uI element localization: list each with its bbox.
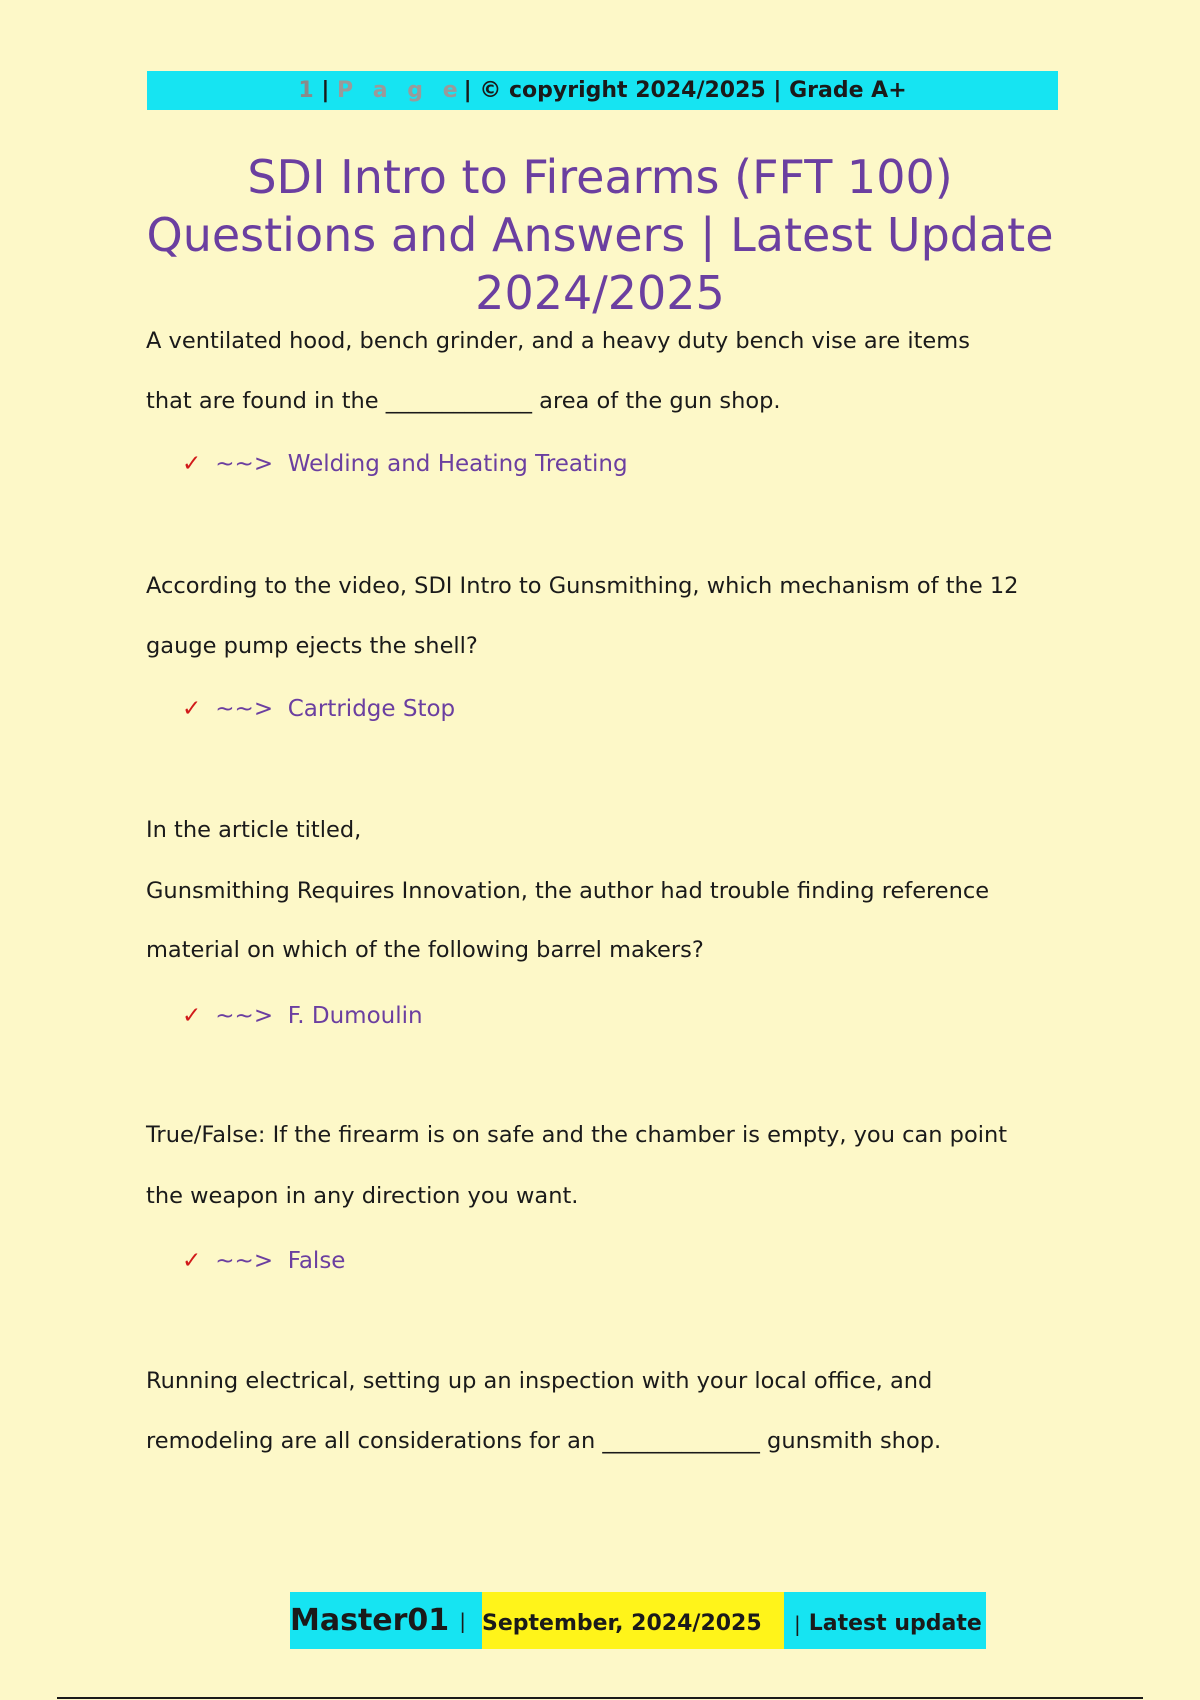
question-3-line-1: In the article titled, bbox=[146, 817, 362, 843]
footer-date-box bbox=[482, 1592, 784, 1649]
question-5-line-1: Running electrical, setting up an inspection with your local office, and bbox=[146, 1368, 933, 1394]
footer-author-box: Master01 | bbox=[290, 1592, 482, 1649]
answer-4 bbox=[182, 1248, 345, 1274]
answer-4-text: ~~> False bbox=[215, 1248, 346, 1274]
question-3-line-3: material on which of the following barrel makers? bbox=[146, 937, 704, 963]
question-5-line-2: remodeling are all considerations for an ______________ gunsmith shop. bbox=[146, 1428, 942, 1454]
page-number: 1 bbox=[298, 78, 314, 103]
answer-2-text: ~~> Cartridge Stop bbox=[215, 696, 456, 722]
question-1-line-2: that are found in the _____________ area of the gun shop. bbox=[146, 388, 781, 414]
footer-date: September, 2024/2025 bbox=[482, 1611, 762, 1636]
answer-3-text: ~~> F. Dumoulin bbox=[215, 1003, 423, 1029]
answer-2 bbox=[182, 696, 455, 722]
question-1-line-1: A ventilated hood, bench grinder, and a heavy duty bench vise are items bbox=[146, 328, 970, 354]
question-4-line-1: True/False: If the firearm is on safe and the chamber is empty, you can point bbox=[146, 1122, 1008, 1148]
copyright-text: © copyright 2024/2025 bbox=[479, 78, 766, 103]
check-mark-icon: ✓ bbox=[182, 696, 202, 722]
check-mark-icon: ✓ bbox=[182, 1003, 202, 1029]
grade-text: Grade A+ bbox=[789, 78, 907, 103]
check-mark-icon: ✓ bbox=[182, 451, 202, 477]
page-footer bbox=[290, 1592, 986, 1649]
question-4-line-2: the weapon in any direction you want. bbox=[146, 1183, 579, 1209]
question-2-line-2: gauge pump ejects the shell? bbox=[146, 633, 478, 659]
page-header: 1 | P a g e | © copyright 2024/2025 | Grade A+ bbox=[147, 71, 1058, 110]
answer-3 bbox=[182, 1003, 423, 1029]
answer-1-text: ~~> Welding and Heating Treating bbox=[215, 451, 628, 477]
question-3-line-2: Gunsmithing Requires Innovation, the author had trouble finding reference bbox=[146, 878, 990, 904]
check-mark-icon: ✓ bbox=[182, 1248, 202, 1274]
question-2-line-1: According to the video, SDI Intro to Gunsmithing, which mechanism of the 12 bbox=[146, 573, 1019, 599]
page-word: P a g e bbox=[337, 78, 464, 103]
footer-author: Master01 bbox=[290, 1603, 450, 1638]
footer-update: Latest update bbox=[808, 1611, 982, 1636]
answer-1 bbox=[182, 451, 628, 477]
footer-update-box: | Latest update bbox=[784, 1592, 986, 1649]
document-title: SDI Intro to Firearms (FFT 100) Questions and Answers | Latest Update 2024/2025 bbox=[146, 150, 1054, 320]
bottom-divider bbox=[57, 1697, 1143, 1699]
